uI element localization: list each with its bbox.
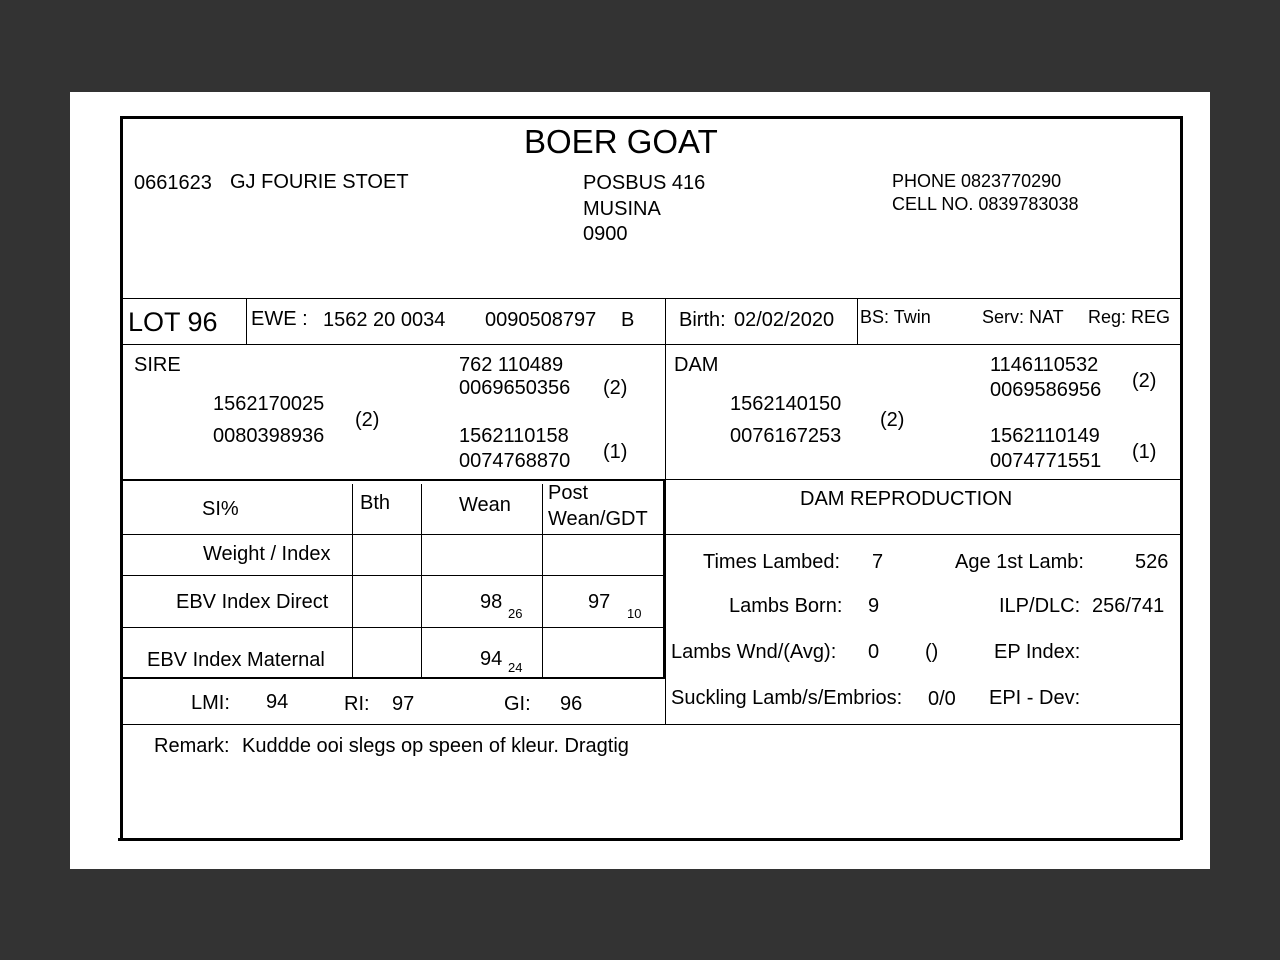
sire-sire-reg-number: 0069650356 <box>459 377 571 399</box>
dam-reg-number: 0076167253 <box>730 425 842 447</box>
dam-sire-grade: (2) <box>1132 370 1157 392</box>
address-line-3: 0900 <box>583 223 628 245</box>
breeder-code: 0661623 <box>134 172 212 194</box>
address-line-2: MUSINA <box>583 198 661 220</box>
times-lambed-value: 7 <box>872 551 884 573</box>
gi-label: GI: <box>504 693 531 715</box>
perf-box-right <box>663 480 665 678</box>
dam-grade: (2) <box>880 409 905 431</box>
row-label-weight-index: Weight / Index <box>203 543 331 565</box>
divider-lot-ewe <box>246 298 247 344</box>
ilp-dlc-label: ILP/DLC: <box>999 595 1081 617</box>
dam-label: DAM <box>674 354 719 376</box>
remark-label: Remark: <box>154 735 230 757</box>
registration-status: Reg: REG <box>1088 307 1171 327</box>
cell-number: CELL NO. 0839783038 <box>892 194 1079 214</box>
ebv-maternal-wean-accuracy: 24 <box>508 660 523 675</box>
card-border-top <box>120 116 1183 119</box>
ebv-direct-post-value: 97 <box>588 591 611 613</box>
sire-reg-number: 0080398936 <box>213 425 325 447</box>
ebv-direct-post-accuracy: 10 <box>627 606 642 621</box>
sire-id: 1562170025 <box>213 393 325 415</box>
phone-number: PHONE 0823770290 <box>892 171 1062 191</box>
divider-pedigree-left <box>122 479 665 481</box>
ri-label: RI: <box>344 693 370 715</box>
divider-perf-bottom <box>122 677 665 679</box>
birth-label: Birth: <box>679 309 726 331</box>
ewe-class: B <box>621 309 635 331</box>
lambs-weaned-value: 0 <box>868 641 880 663</box>
age-first-lamb-label: Age 1st Lamb: <box>955 551 1084 573</box>
divider-col-post <box>542 484 543 678</box>
col-header-post-wean-2: Wean/GDT <box>548 508 648 530</box>
dam-id: 1562140150 <box>730 393 842 415</box>
service-type: Serv: NAT <box>982 307 1064 327</box>
dam-dam-reg-number: 0074771551 <box>990 450 1102 472</box>
ri-value: 97 <box>392 693 415 715</box>
sire-grade: (2) <box>355 409 380 431</box>
divider-center <box>665 298 666 725</box>
ebv-direct-wean-accuracy: 26 <box>508 606 523 621</box>
ewe-reg-number: 0090508797 <box>485 309 597 331</box>
breeder-name: GJ FOURIE STOET <box>230 171 409 193</box>
epi-dev-label: EPI - Dev: <box>989 687 1081 709</box>
row-label-ebv-maternal: EBV Index Maternal <box>147 649 325 671</box>
divider-col-bth <box>352 484 353 678</box>
si-percent-label: SI% <box>202 498 239 520</box>
divider-pedigree-right <box>665 479 1180 480</box>
dam-reproduction-title: DAM REPRODUCTION <box>800 488 1013 510</box>
col-header-wean: Wean <box>459 494 511 516</box>
remark-text: Kuddde ooi slegs op speen of kleur. Dragtig <box>242 735 629 757</box>
birth-status: BS: Twin <box>860 307 931 327</box>
card-border-right <box>1180 116 1183 840</box>
suckling-label: Suckling Lamb/s/Embrios: <box>671 687 903 709</box>
divider-lot <box>122 344 1180 345</box>
lambs-born-label: Lambs Born: <box>729 595 843 617</box>
divider-repro-header <box>665 534 1180 535</box>
col-header-post-wean-1: Post <box>548 482 589 504</box>
divider-perf-row1 <box>122 575 665 576</box>
lambs-born-value: 9 <box>868 595 880 617</box>
ewe-id: 1562 20 0034 <box>323 309 446 331</box>
sire-label: SIRE <box>134 354 181 376</box>
card-border-left <box>120 116 123 840</box>
sire-sire-id: 762 110489 <box>459 354 564 376</box>
dam-sire-id: 1146110532 <box>990 354 1099 376</box>
divider-perf-header <box>122 534 665 535</box>
dam-dam-id: 1562110149 <box>990 425 1100 447</box>
birth-date: 02/02/2020 <box>734 309 835 331</box>
page-title: BOER GOAT <box>524 123 718 160</box>
divider-birth-bs <box>857 298 858 344</box>
suckling-value: 0/0 <box>928 688 956 710</box>
sire-dam-id: 1562110158 <box>459 425 569 447</box>
divider-perf-row2 <box>122 627 665 628</box>
row-label-ebv-direct: EBV Index Direct <box>176 591 329 613</box>
ebv-maternal-wean-value: 94 <box>480 648 503 670</box>
ilp-dlc-value: 256/741 <box>1092 595 1165 617</box>
divider-remark <box>122 724 1180 725</box>
sire-sire-grade: (2) <box>603 377 628 399</box>
divider-col-wean <box>421 484 422 678</box>
lambs-weaned-average: () <box>925 641 939 663</box>
address-line-1: POSBUS 416 <box>583 172 706 194</box>
lot-number: LOT 96 <box>128 307 218 337</box>
age-first-lamb-value: 526 <box>1135 551 1169 573</box>
ep-index-label: EP Index: <box>994 641 1081 663</box>
ebv-direct-wean-value: 98 <box>480 591 503 613</box>
dam-dam-grade: (1) <box>1132 441 1157 463</box>
lmi-label: LMI: <box>191 692 230 714</box>
ewe-label: EWE : <box>251 308 308 330</box>
divider-header <box>122 298 1180 299</box>
lmi-value: 94 <box>266 691 289 713</box>
col-header-birth: Bth <box>360 492 391 514</box>
dam-sire-reg-number: 0069586956 <box>990 379 1102 401</box>
lambs-weaned-label: Lambs Wnd/(Avg): <box>671 641 837 663</box>
card-border-bottom <box>118 838 1180 841</box>
times-lambed-label: Times Lambed: <box>703 551 841 573</box>
gi-value: 96 <box>560 693 583 715</box>
sire-dam-grade: (1) <box>603 441 628 463</box>
sire-dam-reg-number: 0074768870 <box>459 450 571 472</box>
